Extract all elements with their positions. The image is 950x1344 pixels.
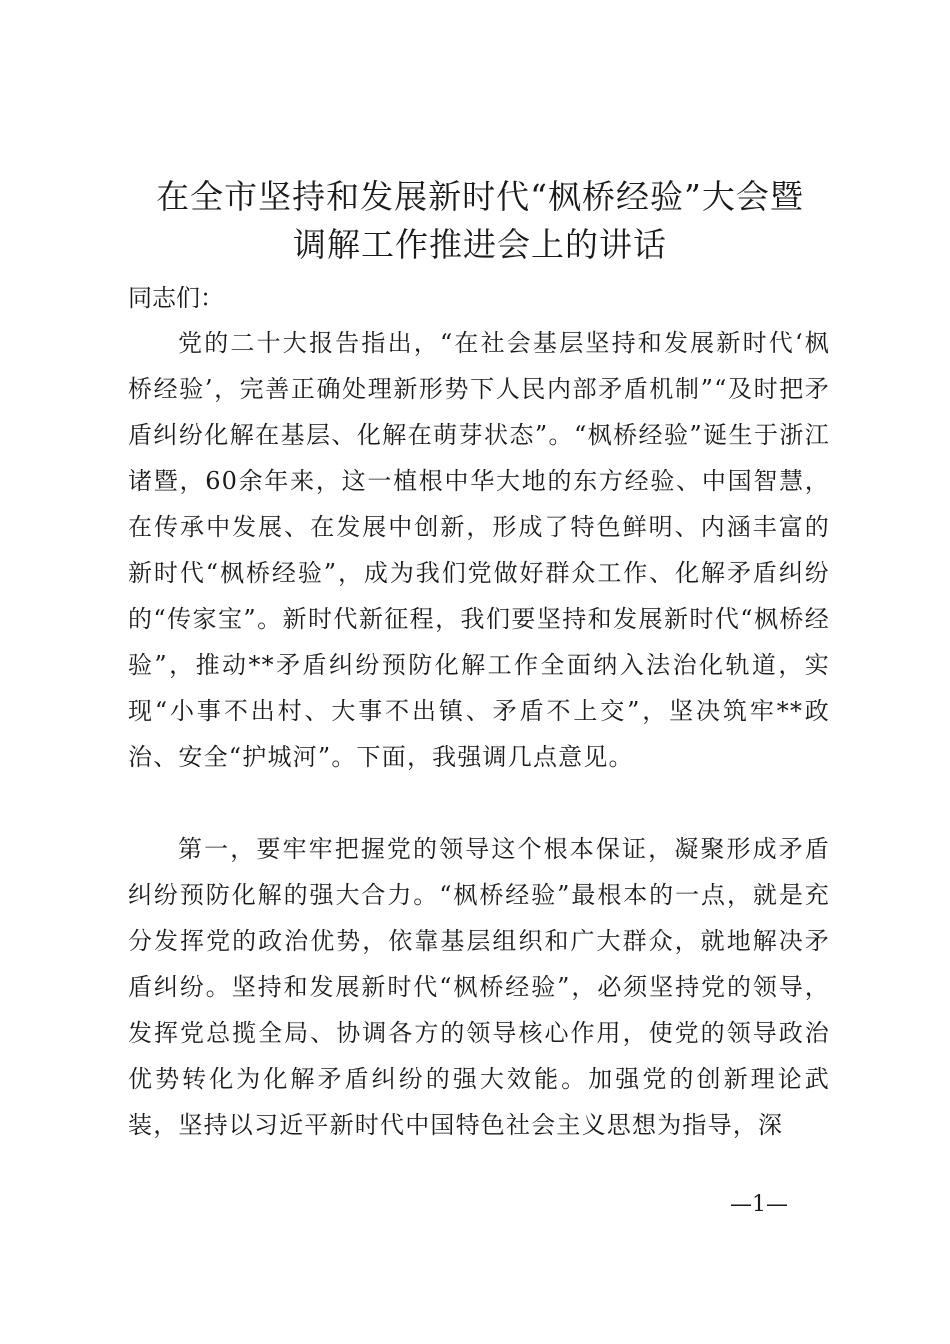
salutation: 同志们： (128, 284, 224, 312)
paragraph-1: 党的二十大报告指出，“在社会基层坚持和发展新时代‘枫桥经验’，完善正确处理新形势下人民内部矛盾机制”“及时把矛盾纠纷化解在基层、化解在萌芽状态”。“枫桥经验”诞生于浙江诸暨，60余年来，这一植根中华大地的东方经验、中国智慧，在传承中发展、在发展中创新，形成了特色鲜明、内涵丰富的新时代“枫桥经验”，成为我们党做好群众工作、化解矛盾纠纷的“传家宝”。新时代新征程，我们要坚持和发展新时代“枫桥经验”，推动**矛盾纠纷预防化解工作全面纳入法治化轨道，实现“小事不出村、大事不出镇、矛盾不上交”，坚决筑牢**政治、安全“护城河”。下面，我强调几点意见。 (128, 329, 830, 771)
page-number: —1— (730, 1192, 788, 1217)
document-title-line-1: 在全市坚持和发展新时代“枫桥经验”大会暨 (156, 177, 804, 216)
paragraph-2: 第一，要牢牢把握党的领导这个根本保证，凝聚形成矛盾纠纷预防化解的强大合力。“枫桥经验”最根本的一点，就是充分发挥党的政治优势，依靠基层组织和广大群众，就地解决矛盾纠纷。坚持和发展新时代“枫桥经验”，必须坚持党的领导，发挥党总揽全局、协调各方的领导核心作用，使党的领导政治优势转化为化解矛盾纠纷的强大效能。加强党的创新理论武装，坚持以习近平新时代中国特色社会主义思想为指导，深 (128, 835, 830, 1139)
document-title-line-2: 调解工作推进会上的讲话 (293, 225, 667, 264)
